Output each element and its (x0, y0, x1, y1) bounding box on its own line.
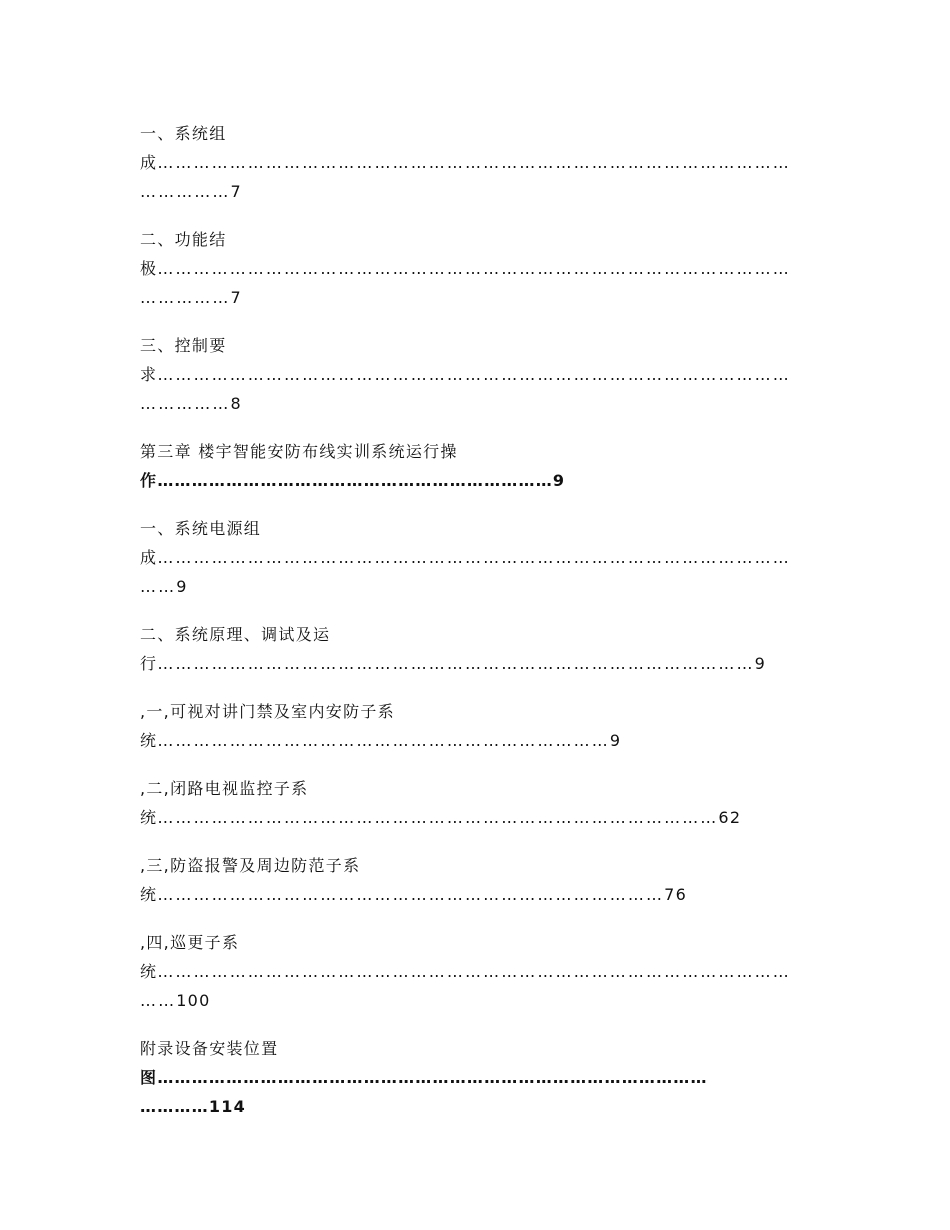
toc-page-number: 9 (176, 577, 188, 596)
toc-entry[interactable] (140, 851, 805, 909)
toc-text: 统 (140, 885, 158, 904)
toc-text: 行 (140, 654, 158, 673)
toc-entry-title (140, 774, 805, 803)
toc-text: 求 (140, 365, 158, 384)
toc-entry-line (140, 389, 805, 418)
toc-leader-dots: …………………………………………………………………………………………… (157, 548, 791, 567)
toc-entry-line (140, 726, 805, 755)
toc-entry-line (140, 177, 805, 206)
toc-entry[interactable] (140, 697, 805, 755)
toc-text: 一、系统组 (140, 124, 227, 143)
toc-leader-dots: ………………………………………………………………………………… (157, 808, 719, 827)
toc-leader-dots: …………………………………………………………………………………………… (157, 365, 791, 384)
toc-text: 统 (140, 808, 158, 827)
toc-leader-dots: …………………………………………………………… (157, 471, 553, 490)
toc-entry-line (140, 148, 805, 177)
toc-text: 第三章 楼宇智能安防布线实训系统运行操 (140, 442, 458, 461)
toc-entry-title (140, 225, 805, 254)
toc-text: ,二,闭路电视监控子系 (140, 779, 309, 798)
toc-entry-title (140, 119, 805, 148)
toc-entry-line (140, 986, 805, 1015)
toc-entry[interactable] (140, 437, 805, 495)
toc-text: 极 (140, 259, 158, 278)
toc-entry-line (140, 1092, 805, 1121)
toc-leader-dots: ……………………………………………………………………………………… (157, 654, 755, 673)
toc-entry-line (140, 572, 805, 601)
toc-page-number: 76 (664, 885, 688, 904)
toc-entry[interactable] (140, 620, 805, 678)
toc-text: 统 (140, 962, 158, 981)
toc-text: 二、系统原理、调试及运 (140, 625, 331, 644)
toc-text: 作 (140, 471, 158, 490)
toc-entry[interactable] (140, 225, 805, 312)
toc-page-number: 114 (208, 1097, 247, 1116)
toc-leader-dots: ………………………………………………………………………… (157, 885, 665, 904)
toc-entry-line (140, 880, 805, 909)
toc-page-number: 9 (754, 654, 767, 673)
toc-entry-title (140, 1034, 805, 1063)
toc-entry-title (140, 331, 805, 360)
toc-leader-dots: …………………………………………………………………………………………… (157, 259, 791, 278)
toc-entry-line (140, 957, 805, 986)
toc-entry-line (140, 360, 805, 389)
toc-entry-line (140, 543, 805, 572)
toc-page-number: 7 (230, 182, 242, 201)
toc-entry-line (140, 803, 805, 832)
toc-text: 附录设备安装位置 (140, 1039, 279, 1058)
toc-leader-dots: …………… (140, 288, 231, 307)
toc-entry-title (140, 928, 805, 957)
toc-text: 二、功能结 (140, 230, 227, 249)
toc-text: 图 (140, 1068, 158, 1087)
toc-text: 成 (140, 153, 158, 172)
toc-entry-title (140, 437, 805, 466)
toc-page-number: 9 (609, 731, 622, 750)
table-of-contents (140, 119, 805, 1140)
toc-entry-title (140, 697, 805, 726)
toc-text: 成 (140, 548, 158, 567)
toc-leader-dots: …… (140, 577, 177, 596)
toc-entry-line (140, 466, 805, 495)
toc-text: ,三,防盗报警及周边防范子系 (140, 856, 361, 875)
toc-leader-dots: …………… (140, 394, 231, 413)
toc-leader-dots: …………………………………………………………………………………… (157, 1068, 708, 1087)
toc-entry-line (140, 254, 805, 283)
toc-entry-line (140, 649, 805, 678)
toc-entry[interactable] (140, 774, 805, 832)
toc-page-number: 9 (552, 471, 566, 490)
toc-entry[interactable] (140, 331, 805, 418)
toc-entry-title (140, 851, 805, 880)
toc-page-number: 8 (230, 394, 242, 413)
toc-entry-title (140, 620, 805, 649)
toc-text: 一、系统电源组 (140, 519, 262, 538)
toc-entry-title (140, 514, 805, 543)
toc-text: 统 (140, 731, 158, 750)
toc-page-number: 7 (230, 288, 242, 307)
toc-leader-dots: ………… (140, 1097, 209, 1116)
toc-text: ,四,巡更子系 (140, 933, 240, 952)
toc-page-number: 62 (718, 808, 742, 827)
toc-entry[interactable] (140, 1034, 805, 1121)
toc-text: ,一,可视对讲门禁及室内安防子系 (140, 702, 395, 721)
toc-leader-dots: ………………………………………………………………… (157, 731, 610, 750)
toc-leader-dots: …………………………………………………………………………………………… (157, 962, 791, 981)
toc-entry[interactable] (140, 928, 805, 1015)
toc-text: 三、控制要 (140, 336, 227, 355)
toc-leader-dots: …………… (140, 182, 231, 201)
toc-leader-dots: …… (140, 991, 177, 1010)
toc-entry[interactable] (140, 514, 805, 601)
toc-page-number: 100 (176, 991, 211, 1010)
toc-entry-line (140, 1063, 805, 1092)
toc-entry-line (140, 283, 805, 312)
toc-entry[interactable] (140, 119, 805, 206)
toc-leader-dots: …………………………………………………………………………………………… (157, 153, 791, 172)
